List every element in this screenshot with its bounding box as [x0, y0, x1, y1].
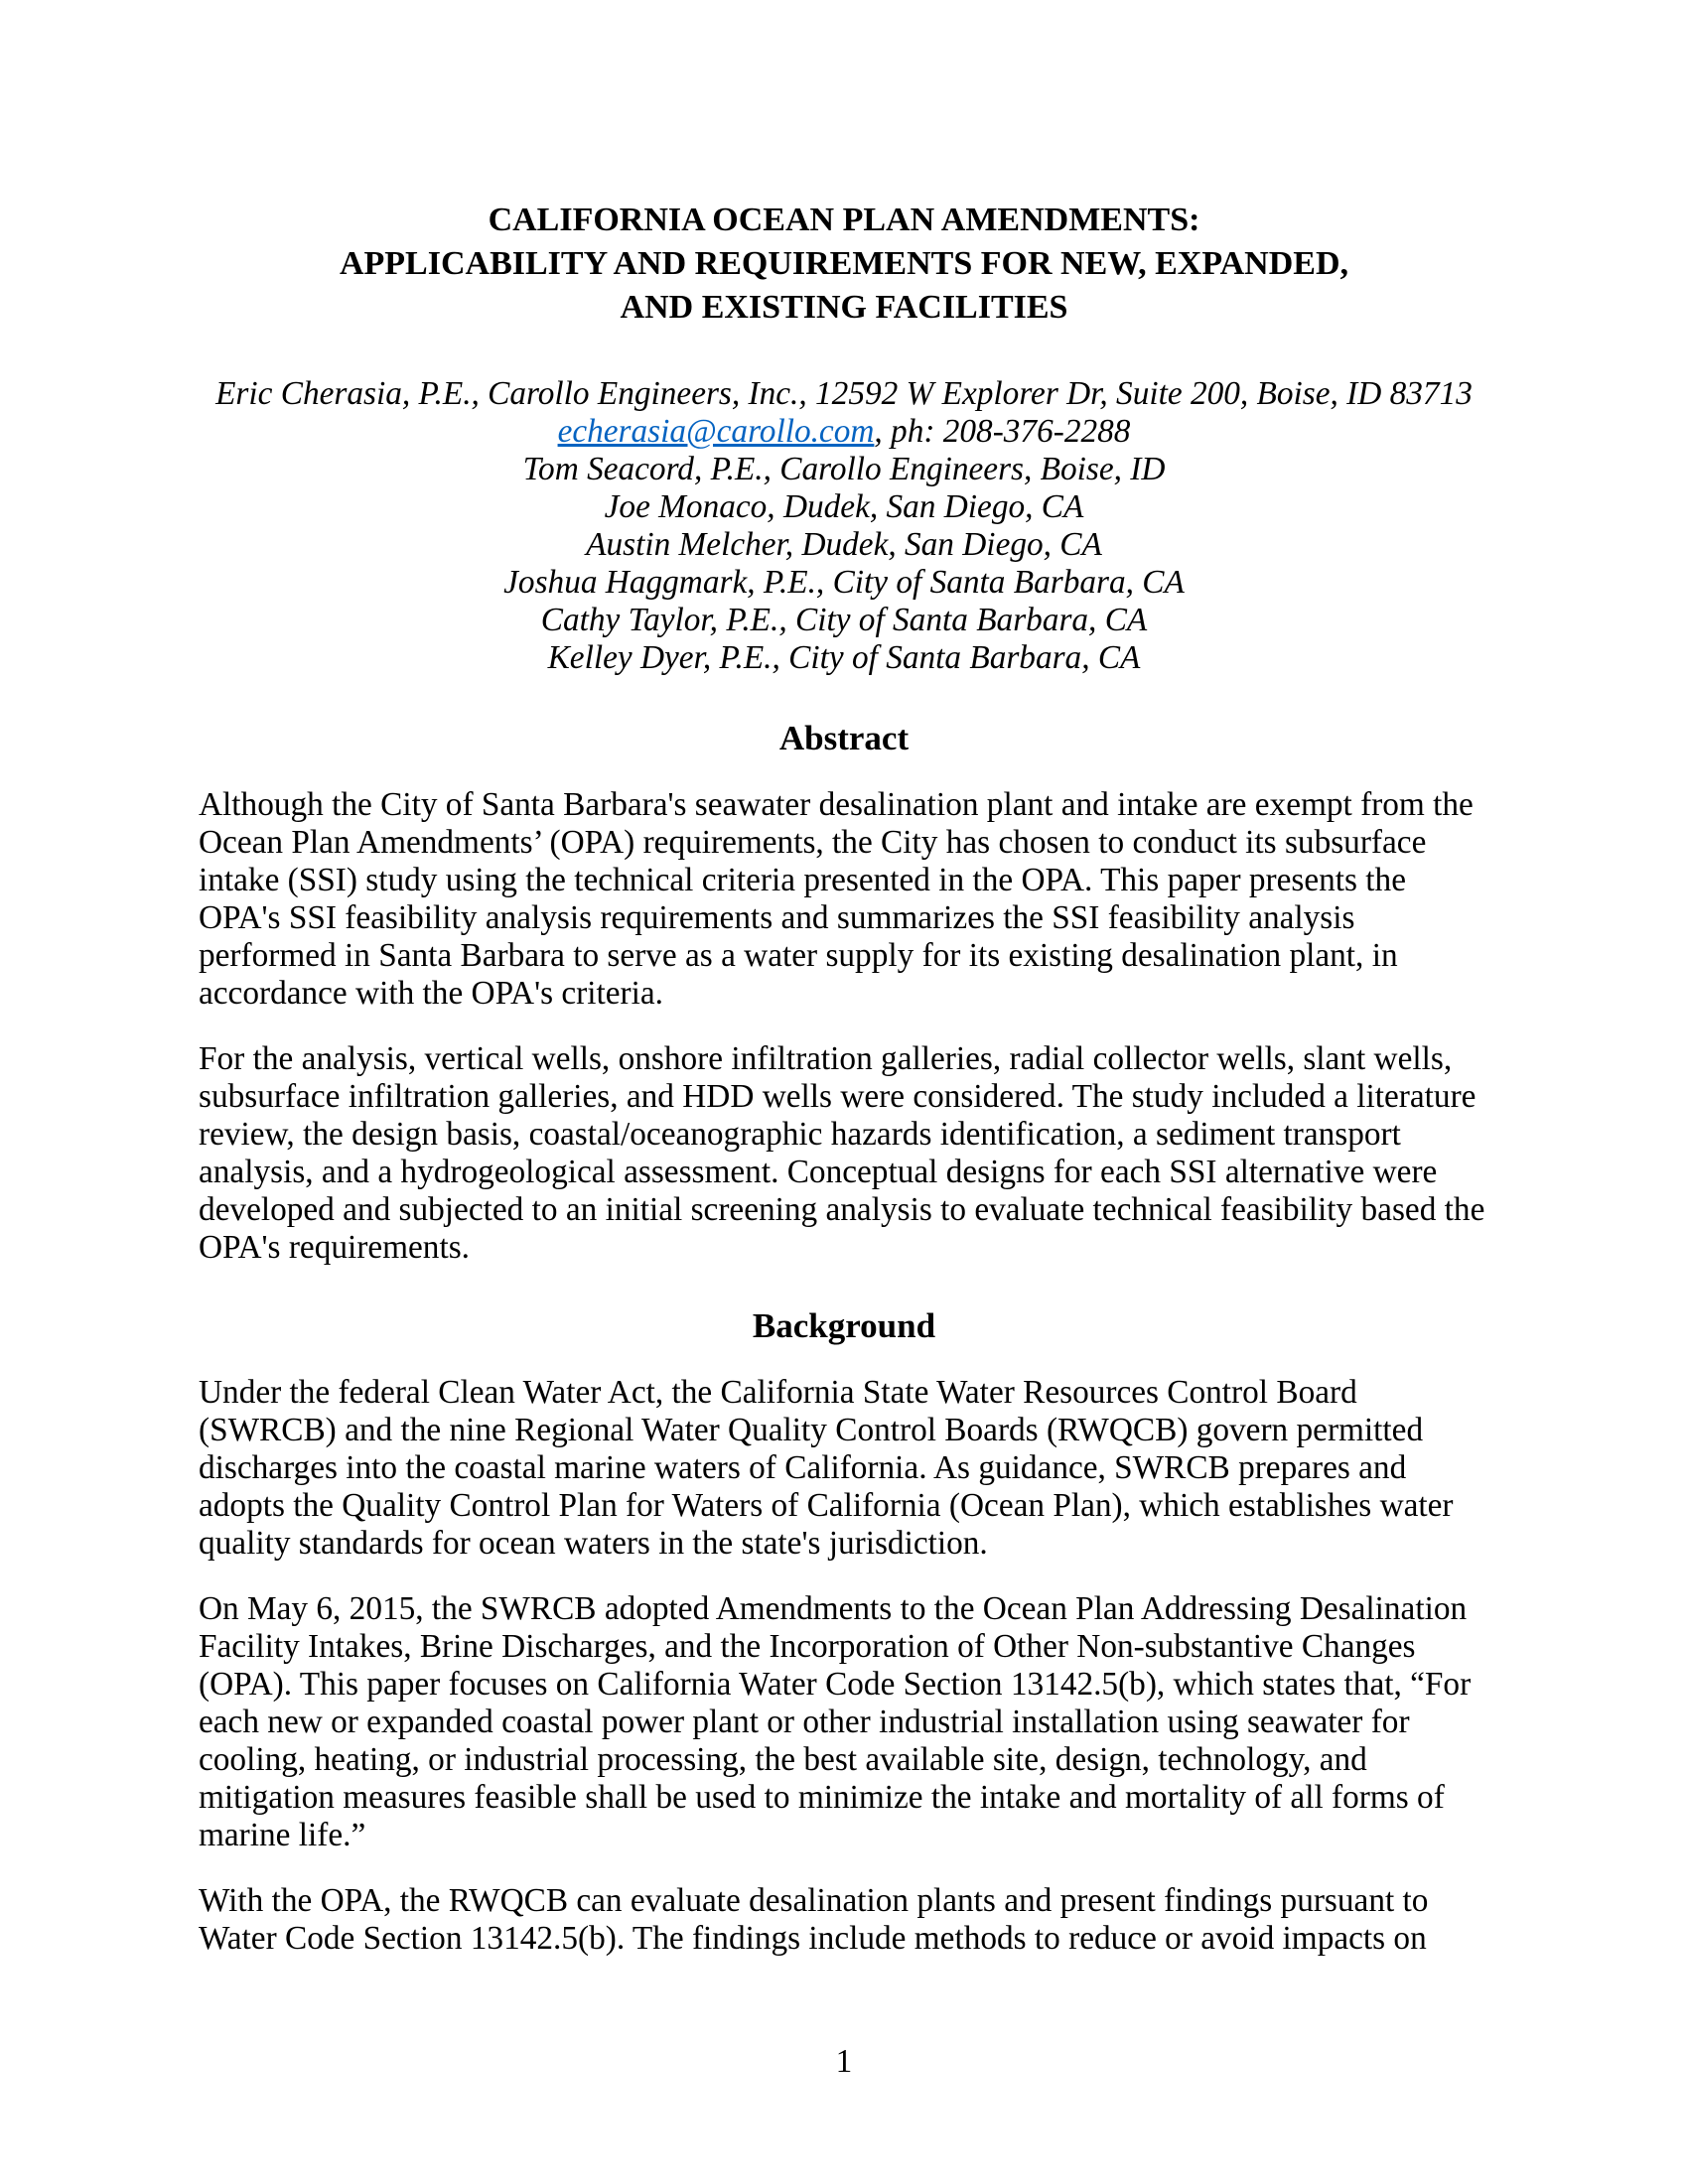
- author-line: Kelley Dyer, P.E., City of Santa Barbara, CA: [547, 639, 1141, 676]
- paper-title-line-1: CALIFORNIA OCEAN PLAN AMENDMENTS:: [488, 202, 1200, 238]
- author-line: Austin Melcher, Dudek, San Diego, CA: [586, 526, 1102, 563]
- background-paragraph-1: Under the federal Clean Water Act, the California State Water Resources Control Board (SWRCB) and the nine Regional Water Quality Control Boards (RWQCB) govern permitted discharges into the coastal marine waters of California. As guidance, SWRCB prepares and adopts the Quality Control Plan for Waters of California (Ocean Plan), which establishes water quality standards for ocean waters in the state's jurisdiction.: [199, 1374, 1454, 1562]
- background-paragraph-3: With the OPA, the RWQCB can evaluate desalination plants and present findings pursuant to Water Code Section 13142.5(b). The findings include methods to reduce or avoid impacts on: [199, 1882, 1429, 1957]
- paper-title-line-2: APPLICABILITY AND REQUIREMENTS FOR NEW, EXPANDED,: [339, 245, 1349, 282]
- section-heading-background: Background: [752, 1306, 936, 1345]
- abstract-paragraph-1: Although the City of Santa Barbara's seawater desalination plant and intake are exempt from the Ocean Plan Amendments’ (OPA) requirements, the City has chosen to conduct its subsurface intake (SSI) study using the technical criteria presented in the OPA. This paper presents the OPA's SSI feasibility analysis requirements and summarizes the SSI feasibility analysis performed in Santa Barbara to serve as a water supply for its existing desalination plant, in accordance with the OPA's criteria.: [199, 786, 1474, 1012]
- author-line-primary: Eric Cherasia, P.E., Carollo Engineers, Inc., 12592 W Explorer Dr, Suite 200, Boise, ID 83713: [215, 375, 1473, 412]
- email-link[interactable]: echerasia@carollo.com: [557, 413, 875, 450]
- background-paragraph-2: On May 6, 2015, the SWRCB adopted Amendments to the Ocean Plan Addressing Desalination Facility Intakes, Brine Discharges, and the Incorporation of Other Non-substantive Changes (OPA). This paper focuses on California Water Code Section 13142.5(b), which states that, “For each new or expanded coastal power plant or other industrial installation using seawater for cooling, heating, or industrial processing, the best available site, design, technology, and mitigation measures feasible shall be used to minimize the intake and mortality of all forms of marine life.”: [199, 1590, 1472, 1853]
- author-line: Joshua Haggmark, P.E., City of Santa Barbara, CA: [503, 564, 1185, 601]
- author-line: Tom Seacord, P.E., Carollo Engineers, Boise, ID: [522, 451, 1166, 487]
- contact-phone: , ph: 208-376-2288: [874, 413, 1131, 450]
- author-line: Cathy Taylor, P.E., City of Santa Barbara, CA: [540, 602, 1148, 638]
- paper-title-line-3: AND EXISTING FACILITIES: [620, 289, 1068, 326]
- author-block: [199, 375, 1489, 677]
- author-contact-line: [199, 413, 1489, 451]
- paper-title: [199, 199, 1489, 330]
- section-heading-abstract: Abstract: [778, 719, 910, 757]
- page-number: 1: [835, 2043, 853, 2080]
- author-line: Joe Monaco, Dudek, San Diego, CA: [604, 488, 1084, 525]
- abstract-paragraph-2: For the analysis, vertical wells, onshore infiltration galleries, radial collector wells, slant wells, subsurface infiltration galleries, and HDD wells were considered. The study included a literature review, the design basis, coastal/oceanographic hazards identification, a sediment transport analysis, and a hydrogeological assessment. Conceptual designs for each SSI alternative were developed and subjected to an initial screening analysis to evaluate technical feasibility based the OPA's requirements.: [199, 1040, 1485, 1266]
